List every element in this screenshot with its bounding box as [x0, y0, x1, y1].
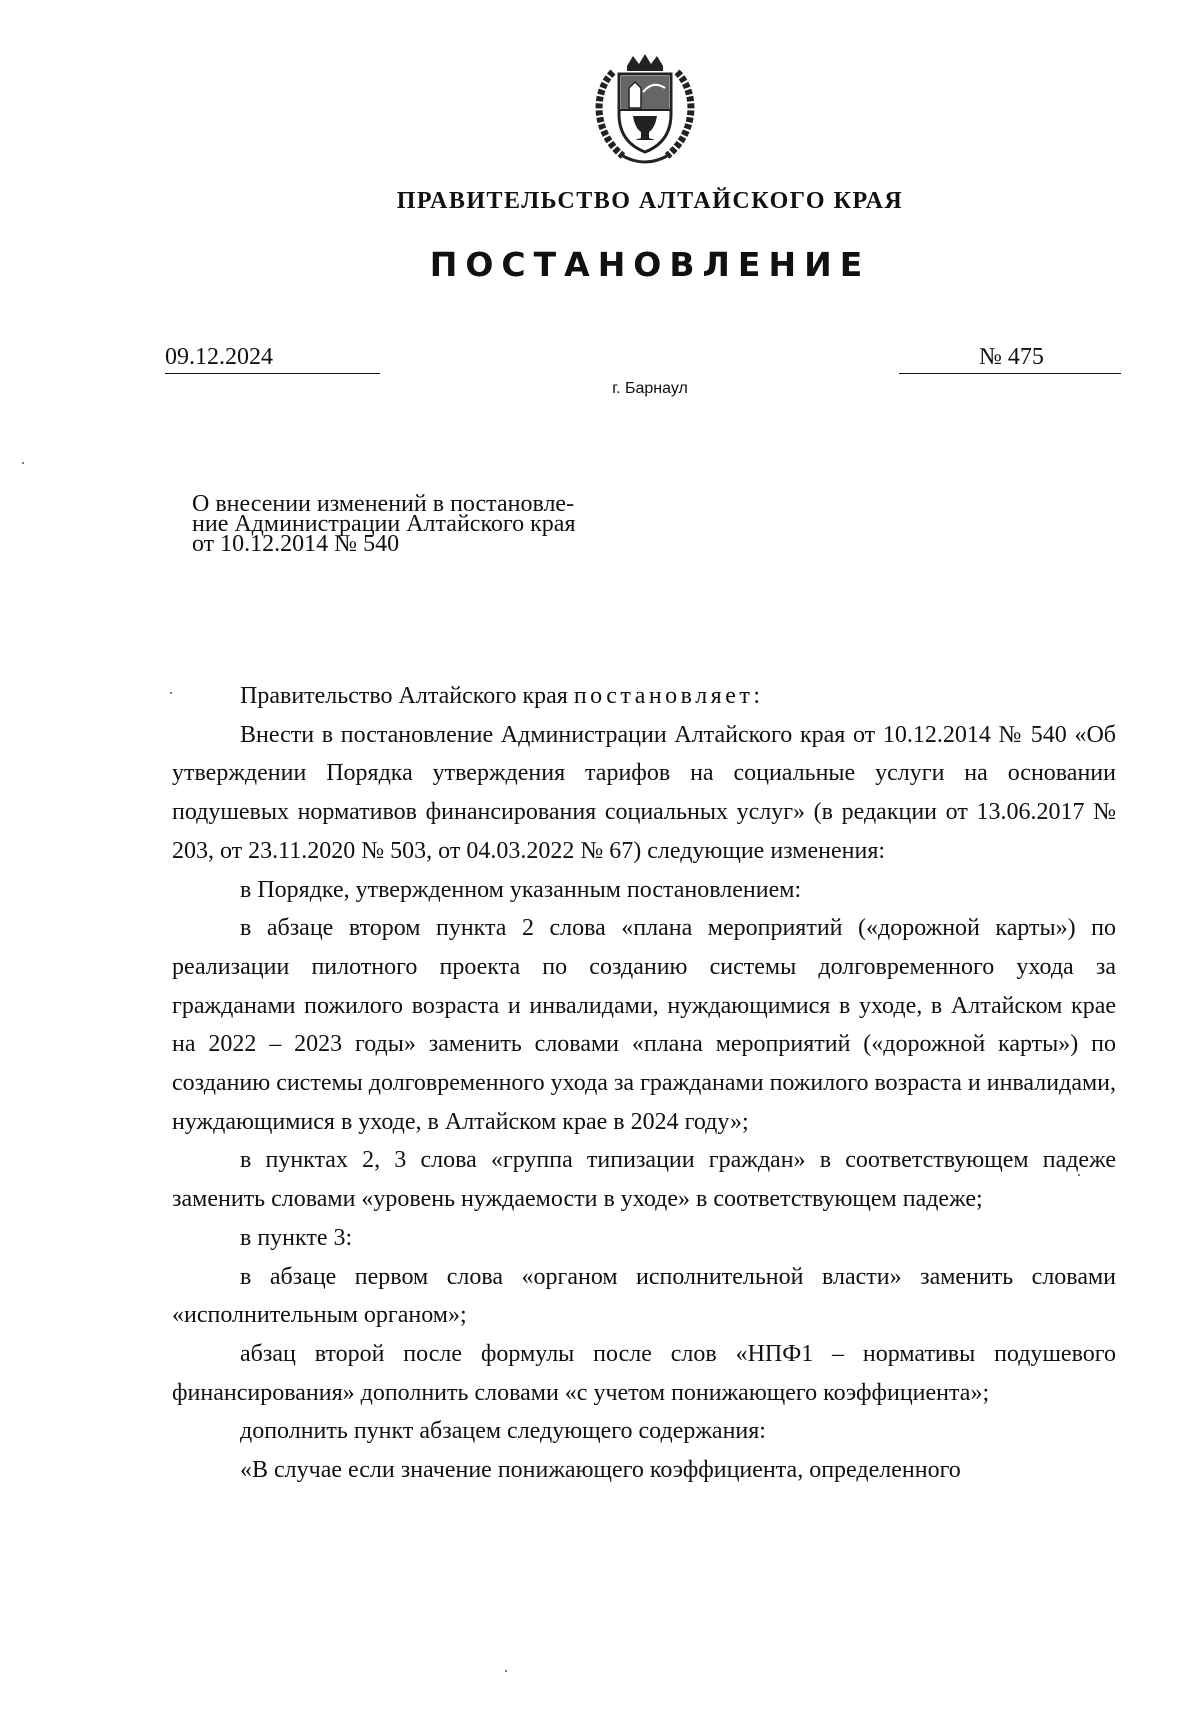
document-number: № 475	[899, 342, 1121, 374]
document-type: ПОСТАНОВЛЕНИЕ	[429, 245, 871, 284]
body-paragraph: дополнить пункт абзацем следующего содержания:	[240, 1418, 766, 1445]
document-subject	[192, 491, 672, 557]
document-body	[172, 677, 1116, 1490]
body-paragraph: в абзаце первом слова «органом исполнительной власти» заменить словами «исполнительным органом»;	[172, 1263, 1116, 1329]
opening-verb: постановляет:	[573, 683, 764, 709]
opening-prefix: Правительство Алтайского края	[240, 683, 574, 709]
scan-speck	[170, 692, 172, 694]
body-paragraph: в абзаце втором пункта 2 слова «плана мероприятий («дорожной карты») по реализации пилотного проекта по созданию системы долговременного ухода за гражданами пожилого возраста и инвалидами, нуждающимися в уходе, в Алтайском крае на 2022 – 2023 годы» заменить словами «плана мероприятий («дорожной карты») по созданию системы долговременного ухода за гражданами пожилого возраста и инвалидами, нуждающимися в уходе, в Алтайском крае в 2024 году»;	[172, 915, 1116, 1135]
document-city: г. Барнаул	[612, 380, 688, 397]
altai-krai-coat-of-arms-icon	[583, 52, 707, 172]
body-paragraph: в Порядке, утвержденном указанным постановлением:	[240, 876, 802, 903]
body-paragraph: «В случае если значение понижающего коэффициента, определенного	[240, 1457, 961, 1484]
scan-speck	[22, 462, 24, 464]
body-paragraph: в пункте 3:	[240, 1224, 353, 1251]
subject-line: О внесении изменений в постановле-	[192, 491, 575, 517]
subject-line: ние Администрации Алтайского края	[192, 511, 576, 537]
organization-name: ПРАВИТЕЛЬСТВО АЛТАЙСКОГО КРАЯ	[396, 188, 904, 214]
opening-paragraph	[172, 677, 1116, 716]
subject-line: от 10.12.2014 № 540	[192, 531, 400, 557]
body-paragraph: в пунктах 2, 3 слова «группа типизации граждан» в соответствующем падеже заменить словами «уровень нуждаемости в уходе» в соответствующем падеже;	[172, 1147, 1116, 1213]
scan-speck	[505, 1670, 507, 1672]
body-paragraph: Внести в постановление Администрации Алтайского края от 10.12.2014 № 540 «Об утверждении Порядка утверждения тарифов на социальные услуги на основании подушевых нормативов финансирования социальных услуг» (в редакции от 13.06.2017 № 203, от 23.11.2020 № 503, от 04.03.2022 № 67) следующие изменения:	[172, 721, 1116, 864]
body-paragraph: абзац второй после формулы после слов «НПФ1 – нормативы подушевого финансирования» дополнить словами «с учетом понижающего коэффициента»;	[172, 1340, 1116, 1406]
document-date: 09.12.2024	[165, 342, 380, 374]
scan-speck	[1078, 1174, 1080, 1176]
